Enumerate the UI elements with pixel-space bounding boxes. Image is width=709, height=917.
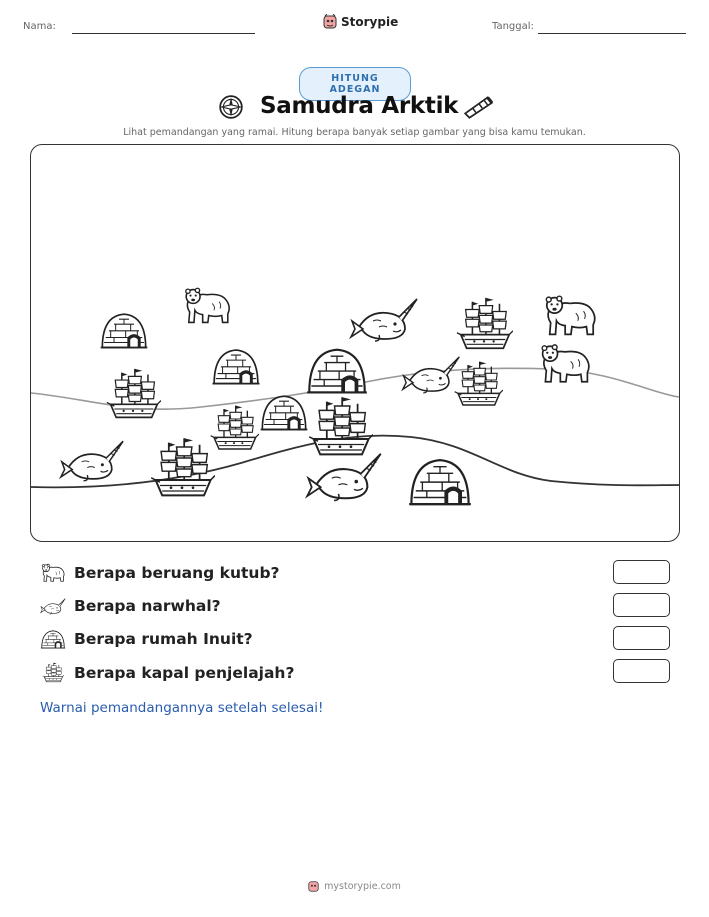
brand-name: Storypie — [341, 15, 399, 29]
answer-box-narwhal[interactable] — [613, 593, 670, 617]
polar-bear-icon — [40, 562, 66, 584]
question-narwhal — [40, 593, 221, 619]
answer-box-polar-bear[interactable] — [613, 560, 670, 584]
scene-panel — [30, 144, 680, 542]
instructions: Lihat pemandangan yang ramai. Hitung berapa banyak setiap gambar yang bisa kamu temukan. — [123, 127, 586, 138]
ship — [457, 298, 513, 348]
answer-box-igloo[interactable] — [613, 626, 670, 650]
footer-url[interactable]: mystorypie.com — [324, 881, 401, 892]
igloo-icon — [40, 628, 66, 650]
question-text: Berapa beruang kutub? — [74, 564, 280, 582]
name-label: Nama: — [23, 21, 56, 32]
igloo — [307, 350, 367, 393]
footer — [0, 880, 709, 893]
date-field[interactable] — [538, 33, 686, 34]
question-text: Berapa kapal penjelajah? — [74, 664, 295, 682]
igloo — [261, 396, 308, 429]
narwhal — [61, 441, 123, 481]
question-polar-bear — [40, 560, 280, 586]
igloo — [101, 314, 148, 347]
ship-icon — [40, 662, 66, 684]
storypie-mascot-icon — [308, 880, 319, 893]
narwhal — [307, 454, 381, 501]
brand-logo — [323, 14, 398, 30]
arctic-scene — [31, 145, 679, 541]
ship — [211, 406, 259, 449]
igloo — [212, 350, 259, 384]
question-text: Berapa narwhal? — [74, 597, 221, 615]
ship — [309, 397, 373, 454]
question-text: Berapa rumah Inuit? — [74, 630, 253, 648]
name-field[interactable] — [72, 33, 255, 34]
polar-bear — [542, 345, 589, 382]
question-igloo — [40, 626, 253, 652]
date-label: Tanggal: — [492, 21, 534, 32]
answer-box-ship[interactable] — [613, 659, 670, 683]
narwhal-icon — [40, 595, 66, 617]
question-ship — [40, 660, 294, 686]
compass-icon — [218, 94, 244, 120]
page-title: Samudra Arktik — [260, 93, 459, 119]
igloo — [409, 460, 471, 504]
activity-badge: HITUNG ADEGAN — [299, 67, 411, 101]
ship — [151, 438, 215, 495]
polar-bear — [186, 288, 229, 322]
closing-instruction: Warnai pemandangannya setelah selesai! — [40, 700, 324, 716]
ship — [107, 369, 161, 418]
polar-bear — [546, 296, 594, 334]
spyglass-icon — [462, 93, 494, 119]
storypie-mascot-icon — [323, 14, 337, 30]
narwhal — [351, 299, 417, 341]
